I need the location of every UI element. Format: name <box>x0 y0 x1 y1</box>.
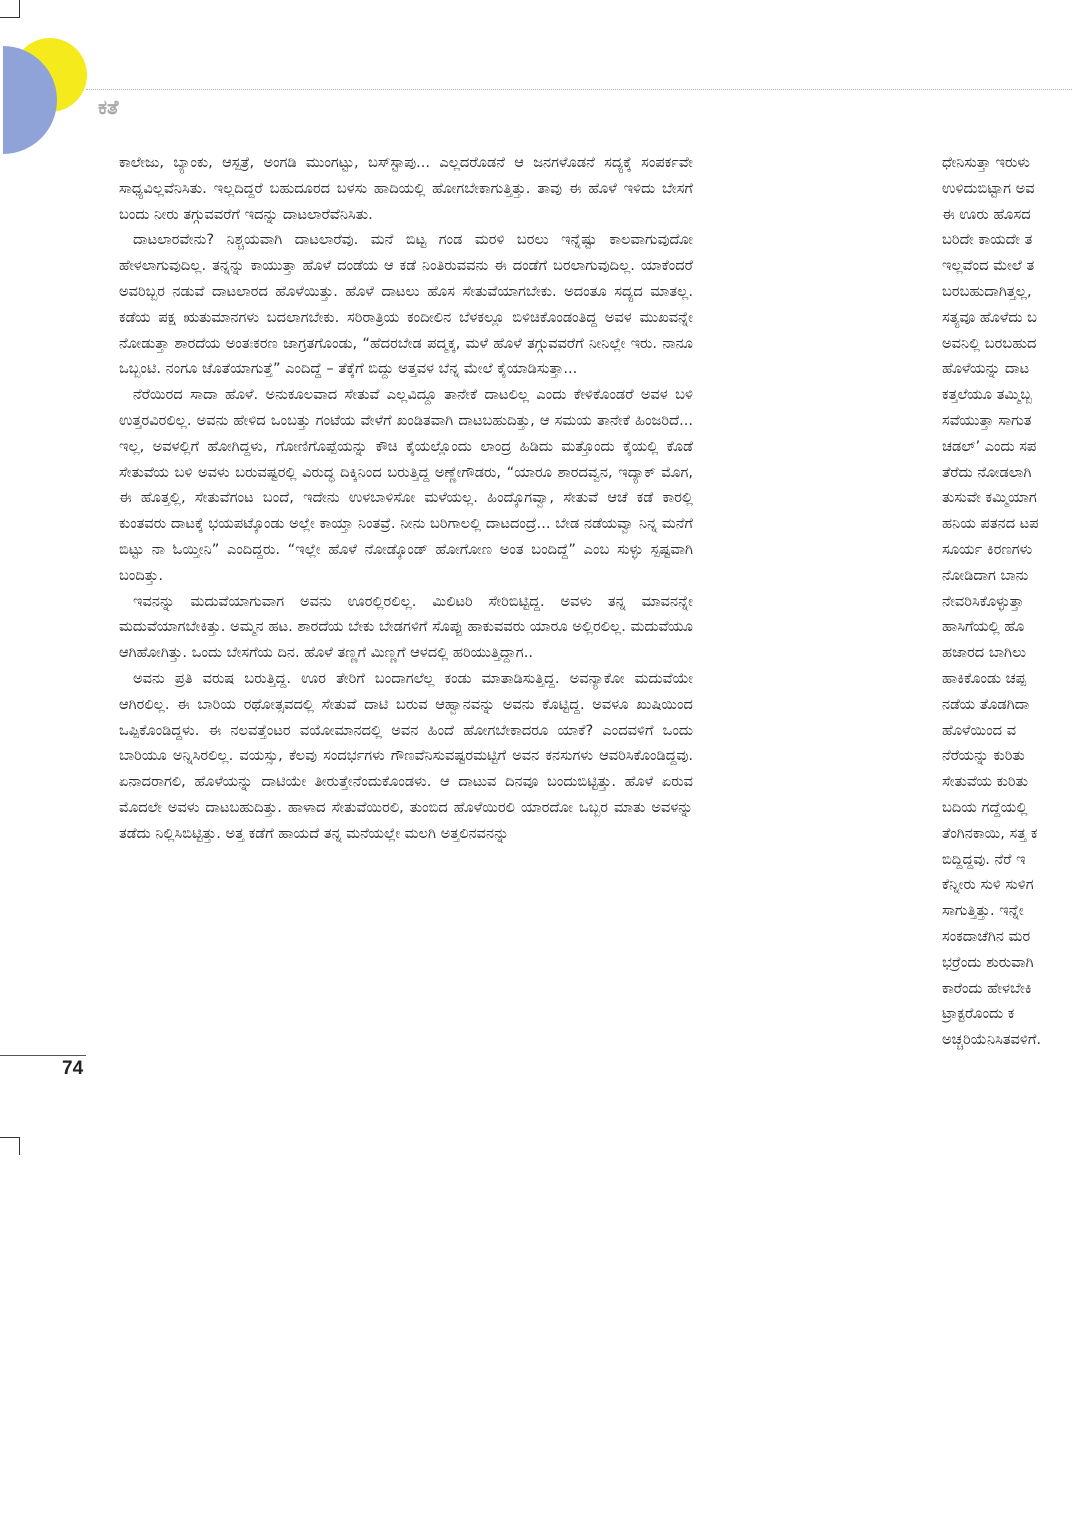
column-line: ಸಂಕದಾಚೆಗಿನ ಮರ <box>942 927 1031 945</box>
column-line: ಈ ಊರು ಹೊಸದ <box>942 205 1031 223</box>
column-line: ಭರ್‍ರೆಂದು ಶುರುವಾಗಿ <box>942 953 1034 971</box>
paragraph: ಅವನು ಪ್ರತಿ ವರುಷ ಬರುತ್ತಿದ್ದ. ಊರ ತೇರಿಗೆ ಬಂದಾಗಲೆಲ್ಲ ಕಂಡು ಮಾತಾಡಿಸುತ್ತಿದ್ದ. ಅವನ್ಯಾಕೋ ಮದುವೆಯೇ ಆಗಿರಲಿಲ್ಲ. ಈ ಬಾರಿಯ ರಥೋತ್ಸವದಲ್ಲಿ ಸೇತುವೆ ದಾಟಿ ಬರುವ ಆಹ್ವಾನವನ್ನು ಅವನು ಕೊಟ್ಟಿದ್ದ. ಅವಳೂ ಖುಷಿಯಿಂದ ಒಪ್ಪಿಕೊಂಡಿದ್ದಳು. ಈ ನಲವತ್ತೆಂಟರ ವಯೋಮಾನದಲ್ಲಿ ಅವನ ಹಿಂದೆ ಹೋಗಬೇಕಾದರೂ ಯಾಕೆ? ಎಂದವಳಿಗೆ ಒಂದು ಬಾರಿಯೂ ಅನ್ನಿಸಿರಲಿಲ್ಲ. ವಯಸ್ಸು, ಕೆಲವು ಸಂದರ್ಭಗಳು ಗೌಣವೆನಿಸುವಷ್ಟರಮಟ್ಟಿಗೆ ಅವನ ಕನಸುಗಳು ಆವರಿಸಿಕೊಂಡಿದ್ದವು. ಏನಾದರಾಗಲಿ, ಹೊಳೆಯನ್ನು ದಾಟಿಯೇ ತೀರುತ್ತೇನೆಂದುಕೊಂಡಳು. ಆ ದಾಟುವ ದಿನವೂ ಬಂದುಬಿಟ್ಟಿತ್ತು. ಹೊಳೆ ಏರುವ ಮೊದಲೇ ಅವಳು ದಾಟಬಹುದಿತ್ತು. ಹಾಳಾದ ಸೇತುವೆಯಿರಲಿ, ತುಂಬಿದ ಹೊಳೆಯಿರಲಿ ಯಾರದೋ ಒಬ್ಬರ ಮಾತು ಅವಳನ್ನು ತಡೆದು ನಿಲ್ಲಿಸಿಬಿಟ್ಟಿತ್ತು. ಅತ್ತ ಕಡೆಗೆ ಹಾಯದೆ ತನ್ನ ಮನೆಯಲ್ಲೇ ಮಲಗಿ ಅತ್ತಲಿನವನನ್ನು <box>119 669 693 842</box>
paragraph: ನೆರೆಯಿರದ ಸಾದಾ ಹೊಳೆ. ಅನುಕೂಲವಾದ ಸೇತುವೆ ಎಲ್ಲವಿದ್ದೂ ತಾನೇಕೆ ದಾಟಲಿಲ್ಲ ಎಂದು ಕೇಳಿಕೊಂಡರೆ ಅವಳ ಬಳಿ ಉತ್ತರವಿರಲಿಲ್ಲ. ಅವನು ಹೇಳಿದ ಒಂಬತ್ತು ಗಂಟೆಯ ವೇಳೆಗೆ ಖಂಡಿತವಾಗಿ ದಾಟಬಹುದಿತ್ತು, ಆ ಸಮಯ ತಾನೇಕೆ ಹಿಂಜರಿದೆ... ಇಲ್ಲ, ಅವಳಲ್ಲಿಗೆ ಹೋಗಿದ್ದಳು, ಗೋಣಿಗೊಪ್ಪೆಯನ್ನು ಕೌಚಿ ಕೈಯಲ್ಲೊಂದು ಲಾಂದ್ರ ಹಿಡಿದು ಮತ್ತೊಂದು ಕೈಯಲ್ಲಿ ಕೊಡೆ ಸೇತುವೆಯ ಬಳಿ ಅವಳು ಬರುವಷ್ಟರಲ್ಲಿ ವಿರುದ್ಧ ದಿಕ್ಕಿನಿಂದ ಬರುತ್ತಿದ್ದ ಅಣ್ಣೇಗೌಡರು, “ಯಾರೂ ಶಾರದವ್ವನ, ಇದ್ಯಾಕ್ ಮೊಗ, ಈ ಹೊತ್ತಲ್ಲಿ, ಸೇತುವೆಗಂಟ ಬಂದೆ, ಇದೇನು ಉಳಬಾಳಿಸೋ ಮಳೆಯಲ್ಲ. ಹಿಂದ್ಕೊಗವ್ವಾ, ಸೇತುವೆ ಆಚೆ ಕಡೆ ಕಾರಲ್ಲಿ ಕುಂತವರು ದಾಟಕ್ಕೆ ಭಯಪಟ್ಕೊಂಡು ಅಲ್ಲೇ ಕಾಯ್ತಾ ನಿಂತವ್ರೆ. ನೀನು ಬರಿಗಾಲಲ್ಲಿ ದಾಟದಂದ್ರೆ... ಬೇಡ ನಡೆಯವ್ವಾ ನಿನ್ನ ಮನೆಗೆ ಬಿಟ್ಟು ನಾ ಓಯ್ತೀನಿ” ಎಂದಿದ್ದರು. “ಇಲ್ಲೇ ಹೊಳೆ ನೋಡ್ಕೊಂಡ್ ಹೋಗೋಣ ಅಂತ ಬಂದಿದ್ದೆ” ಎಂಬ ಸುಳ್ಳು ಸ್ಪಷ್ಟವಾಗಿ ಬಂದಿತ್ತು. <box>119 386 693 584</box>
header-decoration <box>0 0 110 160</box>
column-line: ಅಚ್ಚರಿಯೆನಿಸಿತವಳಿಗೆ. <box>942 1031 1041 1049</box>
column-line: ಅವನಿಲ್ಲಿ ಬರಬಹುದ <box>942 334 1037 352</box>
column-line: ಬಿದ್ದಿದ್ದವು. ನೆರೆ ಇ <box>942 850 1026 868</box>
column-line: ಟ್ರಾಕ್ಟರೊಂದು ಕ <box>942 1005 1015 1023</box>
header-dotted-rule <box>86 89 1072 90</box>
column-line: ನೇವರಿಸಿಕೊಳ್ಳುತ್ತಾ <box>942 592 1024 610</box>
column-line: ತೆಂಗಿನಕಾಯಿ, ಸತ್ತ ಕ <box>942 824 1038 842</box>
column-line: ಚಡಲ್’ ಎಂದು ಸಪ <box>942 437 1037 455</box>
column-line: ಸತ್ಯವೂ ಹೊಳೆದು ಬ <box>942 308 1037 326</box>
column-line: ಹಾಕಿಕೊಂಡು ಚಪ್ಪ <box>942 669 1027 687</box>
column-line: ತೆರೆದು ನೋಡಲಾಗಿ <box>942 463 1032 481</box>
column-line: ಹೊಳೆಯನ್ನು ದಾಟ <box>942 360 1030 378</box>
page-number-rule <box>0 1055 86 1056</box>
column-line: ಬದಿಯ ಗದ್ದೆಯಲ್ಲಿ <box>942 798 1028 816</box>
column-line: ನಡೆಯ ತೊಡಗಿದಾ <box>942 695 1030 713</box>
column-line: ಉಳಿದುಬಿಟ್ಟಾಗ ಅವ <box>942 179 1035 197</box>
column-line: ಸೇತುವೆಯ ಕುರಿತು <box>942 773 1028 791</box>
paragraph: ಇವನನ್ನು ಮದುವೆಯಾಗುವಾಗ ಅವನು ಊರಲ್ಲಿರಲಿಲ್ಲ. ಮಿಲಿಟರಿ ಸೇರಿಬಿಟ್ಟಿದ್ದ. ಅವಳು ತನ್ನ ಮಾವನನ್ನೇ ಮದುವೆಯಾಗಬೇಕಿತ್ತು. ಅಮ್ಮನ ಹಟ. ಶಾರದೆಯ ಬೇಕು ಬೇಡಗಳಿಗೆ ಸೊಪ್ಪು ಹಾಕುವವರು ಯಾರೂ ಅಲ್ಲಿರಲಿಲ್ಲ. ಮದುವೆಯೂ ಆಗಿಹೋಗಿತ್ತು. ಒಂದು ಬೇಸಗೆಯ ದಿನ. ಹೊಳೆ ತಣ್ಣಗೆ ಮಿಣ್ಣಗೆ ಆಳದಲ್ಲಿ ಹರಿಯುತ್ತಿದ್ದಾಗ.. <box>119 592 693 662</box>
column-line: ಇಲ್ಲವೆಂದ ಮೇಲೆ ತ <box>942 257 1035 275</box>
column-line: ಧೇನಿಸುತ್ತಾ ಇರುಳು <box>942 154 1030 171</box>
column-line: ನೋಡಿದಾಗ ಬಾನು <box>942 566 1029 584</box>
column-line: ಹಜಾರದ ಬಾಗಿಲು <box>942 644 1027 662</box>
column-line: ಕತ್ತಲೆಯೂ ತಮ್ಮಿಬ್ಬ <box>942 386 1032 404</box>
column-line: ಹೊಳೆಯಿಂದ ವ <box>942 721 1017 739</box>
crop-mark-bottom-vertical <box>19 1137 20 1155</box>
column-line: ಸೂರ್ಯ ಕಿರಣಗಳು <box>942 540 1033 558</box>
article-column-right <box>942 150 1072 1053</box>
column-line: ನೆರೆಯನ್ನು ಕುರಿತು <box>942 747 1025 765</box>
paragraph: ದಾಟಲಾರವೇನು? ನಿಶ್ಚಯವಾಗಿ ದಾಟಲಾರೆವು. ಮನೆ ಬಿಟ್ಟ ಗಂಡ ಮರಳಿ ಬರಲು ಇನ್ನೆಷ್ಟು ಕಾಲವಾಗುವುದೋ ಹೇಳಲಾಗುವುದಿಲ್ಲ. ತನ್ನನ್ನು ಕಾಯುತ್ತಾ ಹೊಳೆ ದಂಡೆಯ ಆ ಕಡೆ ನಿಂತಿರುವವನು ಈ ದಂಡೆಗೆ ಬರಲಾಗುವುದಿಲ್ಲ. ಯಾಕೆಂದರೆ ಅವರಿಬ್ಬರ ನಡುವೆ ದಾಟಲಾರದ ಹೊಳೆಯಿತ್ತು. ಹೊಳೆ ದಾಟಲು ಹೊಸ ಸೇತುವೆಯಾಗಬೇಕು. ಅದಂತೂ ಸದ್ಯದ ಮಾತಲ್ಲ. ಕಡೆಯ ಪಕ್ಷ ಋತುಮಾನಗಳು ಬದಲಾಗಬೇಕು. ಸರಿರಾತ್ರಿಯ ಕಂದೀಲಿನ ಬೆಳಕಲ್ಲೂ ಬಿಳಿಚಿಕೊಂಡಂತಿದ್ದ ಅವಳ ಮುಖವನ್ನೇ ನೋಡುತ್ತಾ ಶಾರದೆಯ ಅಂತಃಕರಣ ಜಾಗ್ರತಗೊಂಡು, “ಹೆದರಬೇಡ ಪದ್ಮಕ್ಕ, ಮಳೆ ಹೊಳೆ ತಗ್ಗುವವರೆಗೆ ನೀನಿಲ್ಲೇ ಇರು. ನಾನೂ ಒಬ್ಬಂಟಿ. ನಂಗೂ ಜೊತೆಯಾಗುತ್ತೆ” ಎಂದಿದ್ದೆ – ತೆಕ್ಕೆಗೆ ಬಿದ್ದು ಅತ್ತವಳ ಬೆನ್ನ ಮೇಲೆ ಕೈಯಾಡಿಸುತ್ತಾ... <box>119 231 693 378</box>
column-line: ಹಾಸಿಗೆಯಲ್ಲಿ ಹೊ <box>942 618 1025 636</box>
article-column-left <box>119 150 693 847</box>
crop-mark-bottom-horizontal <box>0 1137 20 1138</box>
column-line: ಸಾಗುತ್ತಿತ್ತು. ಇನ್ನೇ <box>942 902 1024 920</box>
column-line: ಬರಬಹುದಾಗಿತ್ತಲ್ಲ, <box>942 282 1032 300</box>
column-line: ಕೆನ್ನೀರು ಸುಳಿ ಸುಳಿಗ <box>942 876 1034 894</box>
column-line: ತುಸುವೇ ಕಮ್ಮಿಯಾಗ <box>942 489 1037 507</box>
column-line: ಹನಿಯ ಪತನದ ಟಪ <box>942 515 1039 533</box>
section-label: ಕತೆ <box>98 95 119 119</box>
column-line: ಬರಿದೇ ಕಾಯದೇ ತ <box>942 231 1033 249</box>
column-line: ಸವೆಯುತ್ತಾ ಸಾಗುತ <box>942 411 1032 429</box>
paragraph: ಕಾಲೇಜು, ಬ್ಯಾಂಕು, ಆಸ್ಪತ್ರೆ, ಅಂಗಡಿ ಮುಂಗಟ್ಟು, ಬಸ್‌ಸ್ಟಾಪು... ಎಲ್ಲದರೊಡನೆ ಆ ಜನಗಳೊಡನೆ ಸದ್ಯಕ್ಕೆ ಸಂಪರ್ಕವೇ ಸಾಧ್ಯವಿಲ್ಲವೆನಿಸಿತು. ಇಲ್ಲದಿದ್ದರೆ ಬಹುದೂರದ ಬಳಸು ಹಾದಿಯಲ್ಲಿ ಹೋಗಬೇಕಾಗುತ್ತಿತ್ತು. ತಾವು ಈ ಹೊಳೆ ಇಳಿದು ಬೇಸಗೆ ಬಂದು ನೀರು ತಗ್ಗುವವರೆಗೆ ಇದನ್ನು ದಾಟಲಾರೆವೆನಿಸಿತು. <box>119 154 693 223</box>
page-number: 74 <box>62 1058 84 1079</box>
column-line: ಕಾರೆಂದು ಹೇಳಬೇಕಿ <box>942 979 1032 997</box>
